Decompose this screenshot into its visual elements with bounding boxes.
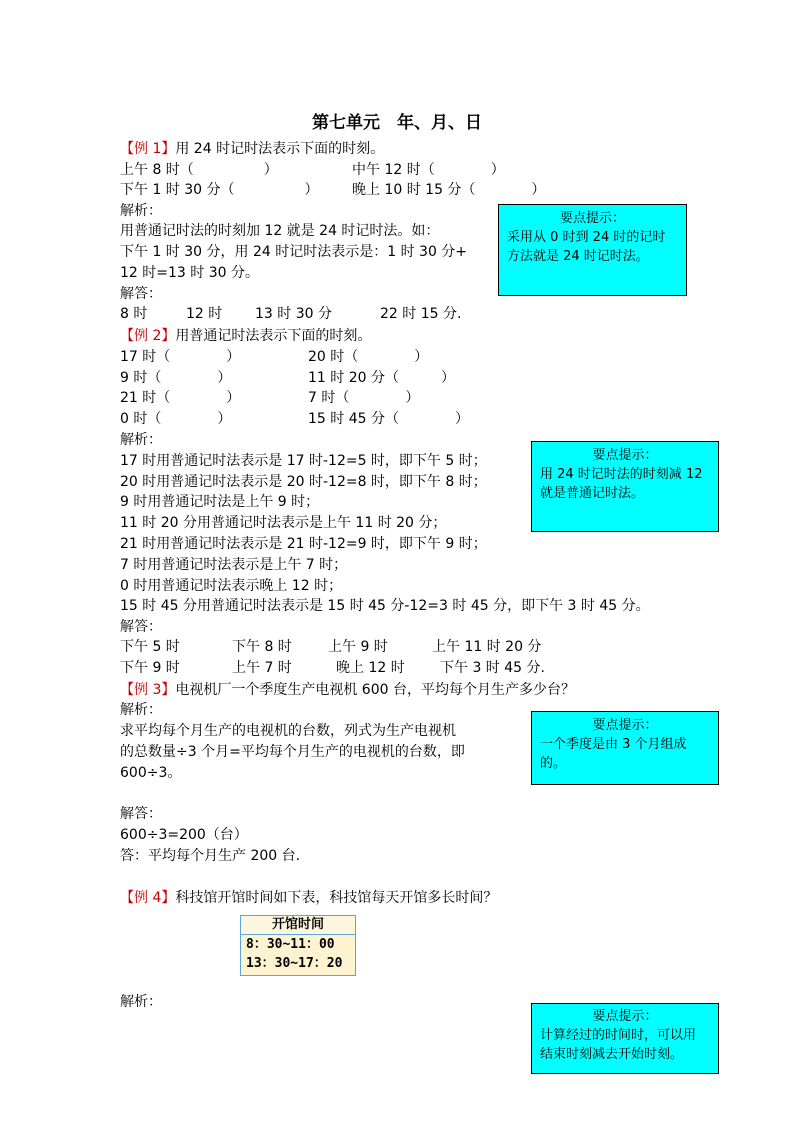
question-text: 用普通记时法表示下面的时刻。 [175, 328, 372, 344]
analysis-line: 17 时用普通记时法表示是 17 时-12=5 时，即下午 5 时； [120, 453, 487, 469]
table-row: 13：30~17：20 [246, 956, 343, 971]
tip-box [531, 1003, 719, 1074]
tip-line: 计算经过的时间时，可以用 [540, 1028, 697, 1043]
example-tag: 【例 2】 [120, 328, 176, 344]
analysis-line: 21 时用普通记时法表示是 21 时-12=9 时，即下午 9 时； [120, 536, 487, 552]
question-text: 用 24 时记时法表示下面的时刻。 [175, 141, 385, 157]
example-tag: 【例 1】 [120, 141, 176, 157]
answer-line: 600÷3=200（台） [120, 827, 248, 843]
tip-box [498, 204, 687, 296]
example-tag: 【例 4】 [120, 890, 176, 906]
exercise-item: 中午 12 时（ ） [352, 162, 505, 178]
example-3-question [120, 681, 575, 699]
analysis-line: 的总数量÷3 个月=平均每个月生产的电视机的台数，即 [120, 744, 465, 760]
exercise-item: 17 时（ ） [120, 349, 241, 365]
analysis-label: 解析： [120, 994, 162, 1010]
tip-line: 采用从 0 时到 24 时的记时 [507, 230, 666, 245]
table-row: 8：30~11：00 [246, 937, 335, 952]
tip-title: 要点提示： [592, 448, 658, 463]
answer-item: 晚上 12 时 [336, 660, 405, 676]
tip-title: 要点提示： [592, 718, 658, 733]
exercise-item: 20 时（ ） [308, 349, 429, 365]
tip-line: 就是普通记时法。 [540, 486, 645, 501]
page-title: 第七单元 年、月、日 [312, 113, 482, 133]
answer-item: 上午 7 时 [232, 660, 292, 676]
table-header: 开馆时间 [241, 916, 355, 935]
answer-item: 13 时 30 分 [255, 306, 332, 322]
analysis-label: 解析： [120, 702, 162, 718]
example-2-question [120, 327, 371, 345]
analysis-line: 7 时用普通记时法表示是上午 7 时； [120, 557, 348, 573]
analysis-line: 下午 1 时 30 分，用 24 时记时法表示是：1 时 30 分+ [120, 244, 468, 260]
tip-box [531, 441, 719, 532]
answer-item: 上午 9 时 [328, 639, 388, 655]
example-1-question [120, 140, 384, 158]
answer-label: 解答： [120, 619, 162, 635]
exercise-item: 7 时（ ） [308, 390, 420, 406]
answer-line: 答：平均每个月生产 200 台. [120, 848, 301, 864]
analysis-line: 12 时=13 时 30 分。 [120, 265, 259, 281]
analysis-line: 9 时用普通记时法是上午 9 时； [120, 494, 320, 510]
tip-line: 一个季度是由 3 个月组成的。 [540, 737, 687, 771]
analysis-line: 用普通记时法的时刻加 12 就是 24 时记时法。如： [120, 223, 440, 239]
question-text: 科技馆开馆时间如下表，科技馆每天开馆多长时间？ [175, 890, 498, 906]
answer-label: 解答： [120, 286, 162, 302]
tip-title: 要点提示： [559, 211, 625, 226]
exercise-item: 11 时 20 分（ ） [308, 370, 455, 386]
analysis-line: 0 时用普通记时法表示晚上 12 时； [120, 578, 343, 594]
tip-line: 用 24 时记时法的时刻减 12 [540, 467, 703, 482]
answer-item: 12 时 [186, 306, 223, 322]
answer-item: 下午 5 时 [120, 639, 180, 655]
question-text: 电视机厂一个季度生产电视机 600 台，平均每个月生产多少台？ [175, 682, 575, 698]
tip-box [531, 711, 719, 785]
example-4-question [120, 889, 497, 907]
answer-item: 下午 8 时 [232, 639, 292, 655]
analysis-line: 求平均每个月生产的电视机的台数，列式为生产电视机 [120, 723, 456, 739]
analysis-label: 解析： [120, 203, 162, 219]
exercise-item: 21 时（ ） [120, 390, 241, 406]
analysis-line: 11 时 20 分用普通记时法表示是上午 11 时 20 分； [120, 515, 447, 531]
analysis-line: 600÷3。 [120, 765, 182, 781]
answer-item: 下午 3 时 45 分. [440, 660, 545, 676]
exercise-item: 晚上 10 时 15 分（ ） [352, 182, 546, 198]
exercise-item: 0 时（ ） [120, 411, 232, 427]
tip-line: 方法就是 24 时记时法。 [507, 249, 649, 264]
answer-label: 解答： [120, 806, 162, 822]
answer-item: 上午 11 时 20 分 [432, 639, 542, 655]
opening-hours-table [240, 915, 356, 976]
answer-item: 8 时 [120, 306, 148, 322]
analysis-line: 20 时用普通记时法表示是 20 时-12=8 时，即下午 8 时； [120, 474, 487, 490]
exercise-item: 9 时（ ） [120, 370, 232, 386]
tip-title: 要点提示： [592, 1009, 658, 1024]
exercise-item: 15 时 45 分（ ） [308, 411, 469, 427]
exercise-item: 上午 8 时（ ） [120, 162, 278, 178]
exercise-item: 下午 1 时 30 分（ ） [120, 182, 319, 198]
answer-item: 下午 9 时 [120, 660, 180, 676]
analysis-line: 15 时 45 分用普通记时法表示是 15 时 45 分-12=3 时 45 分，即下午 3 时 45 分。 [120, 598, 650, 614]
example-tag: 【例 3】 [120, 682, 176, 698]
tip-line: 结束时刻减去开始时刻。 [540, 1047, 684, 1062]
answer-item: 22 时 15 分. [380, 306, 462, 322]
analysis-label: 解析： [120, 432, 162, 448]
